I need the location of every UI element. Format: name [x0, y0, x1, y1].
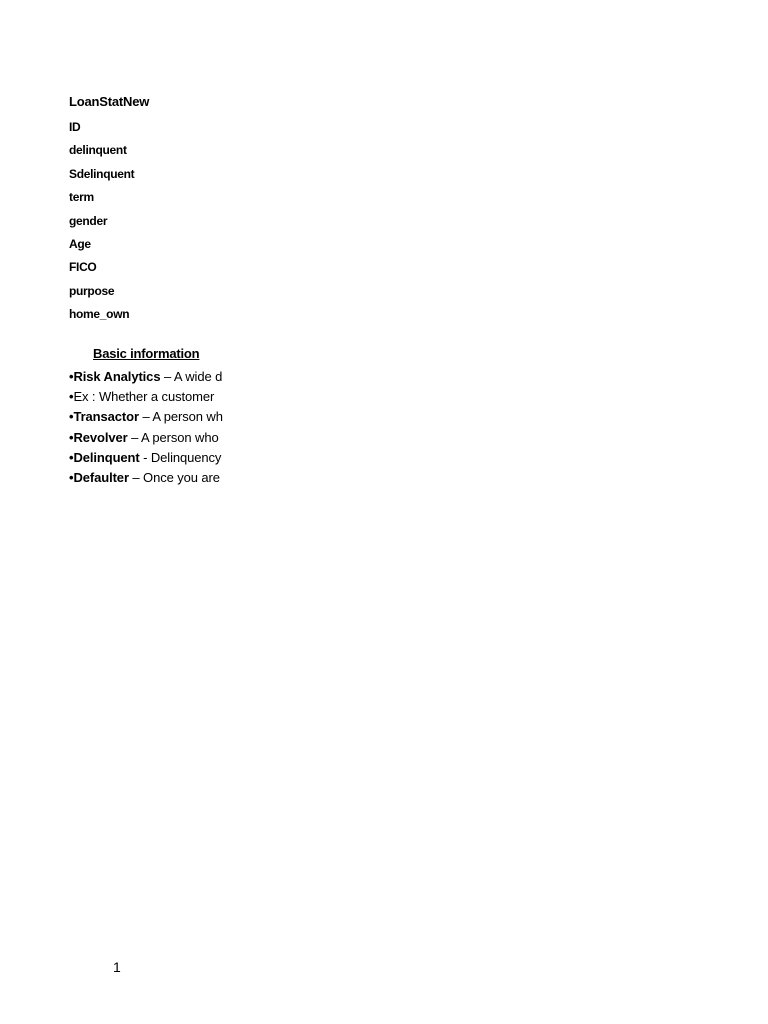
bullet-term: Revolver [73, 429, 128, 445]
bullet-item-transactor [69, 408, 229, 428]
field-item: gender [69, 213, 108, 228]
field-item: term [69, 190, 94, 205]
bullet-text: – A wide d [160, 369, 223, 384]
bullet-term: Delinquent [73, 449, 140, 465]
bullet-icon: • [69, 369, 74, 384]
bullet-text: – Once you are [128, 469, 220, 485]
field-item: purpose [69, 283, 115, 298]
bullet-item-risk-analytics [69, 368, 229, 388]
field-item: Age [69, 236, 91, 251]
field-list [69, 118, 134, 329]
basic-information-heading: Basic information [93, 346, 200, 361]
bullet-term: Risk Analytics [73, 369, 161, 384]
bullet-list-clip [69, 368, 229, 492]
bullet-item-revolver [69, 429, 229, 449]
page-number: 1 [113, 959, 121, 975]
field-item: home_own [69, 307, 130, 322]
bullet-term: Defaulter [73, 469, 129, 485]
bullet-icon: • [69, 429, 74, 445]
bullet-icon: • [69, 469, 74, 485]
bullet-item-example [69, 388, 229, 408]
bullet-text: - Delinquency [139, 449, 222, 465]
basic-information-list [69, 368, 229, 489]
field-item: delinquent [69, 143, 127, 158]
bullet-text: Ex : Whether a customer [73, 389, 215, 405]
bullet-text: – A person who [127, 429, 219, 445]
bullet-icon: • [69, 389, 74, 405]
document-title: LoanStatNew [69, 94, 150, 109]
field-item: ID [69, 120, 81, 134]
field-item: Sdelinquent [69, 166, 135, 181]
bullet-icon: • [69, 409, 74, 425]
field-item: FICO [69, 260, 97, 275]
bullet-item-delinquent [69, 449, 229, 469]
bullet-text: – A person wh [138, 409, 223, 425]
bullet-item-defaulter [69, 469, 229, 489]
bullet-term: Transactor [73, 409, 139, 425]
bullet-icon: • [69, 449, 74, 465]
